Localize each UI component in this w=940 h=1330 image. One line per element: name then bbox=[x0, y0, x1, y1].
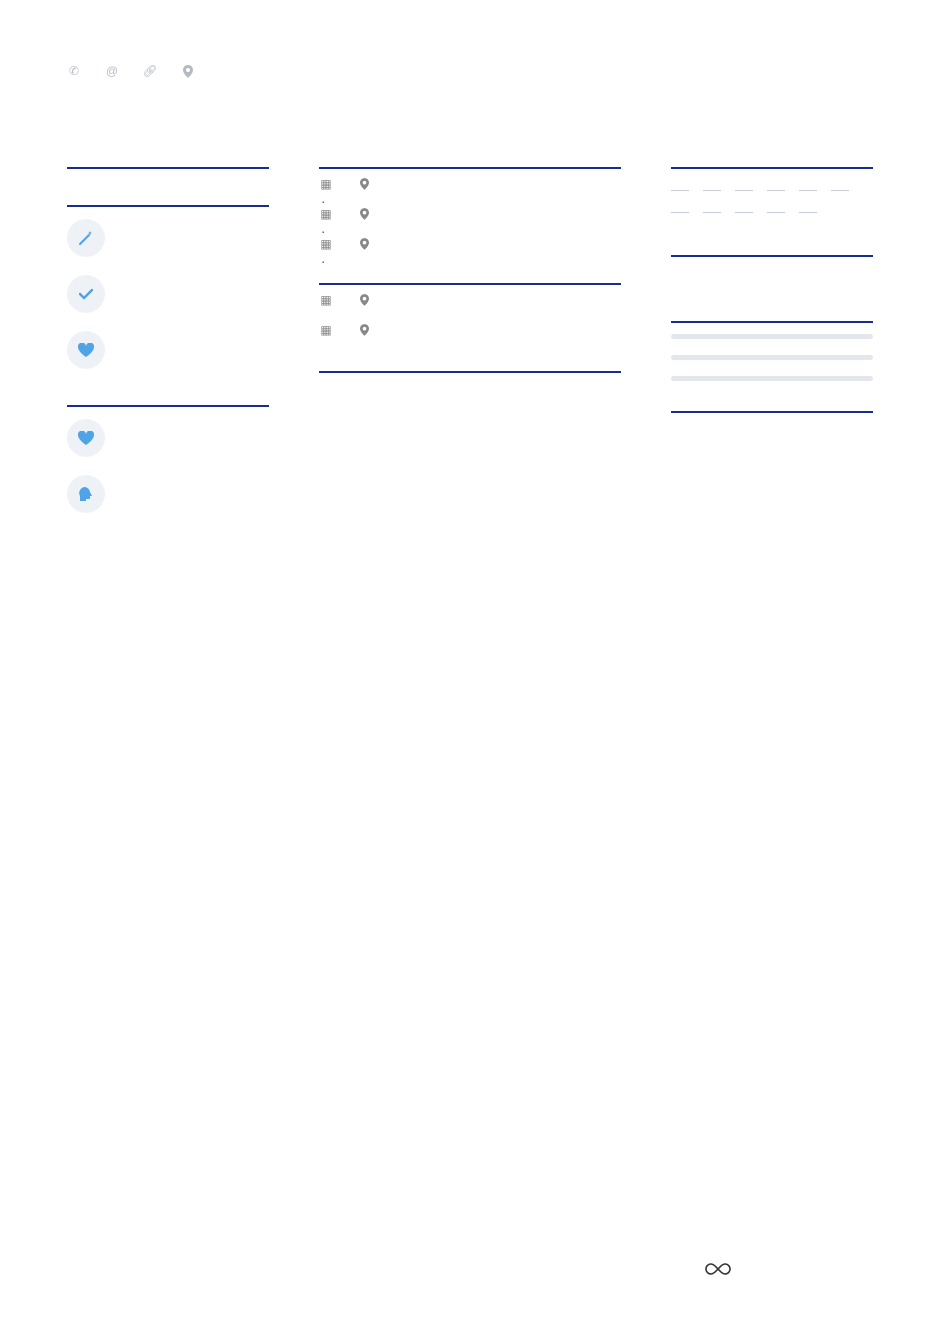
section-title-strengths bbox=[67, 203, 269, 207]
phone-icon: ✆ bbox=[68, 64, 80, 78]
section-title-experience bbox=[319, 165, 621, 169]
industry-level-bar bbox=[671, 376, 873, 381]
contact-bar bbox=[67, 64, 201, 78]
calendar-icon: ▦ bbox=[320, 207, 332, 221]
achievements-section bbox=[67, 403, 269, 513]
location-pin-icon bbox=[357, 178, 371, 190]
brain-icon bbox=[67, 475, 105, 513]
skill-tag bbox=[671, 203, 689, 213]
contact-phone[interactable] bbox=[67, 64, 87, 78]
link-icon: 🔗︎ bbox=[142, 64, 158, 78]
decorative-stripes-top bbox=[780, 0, 940, 150]
calendar-icon: ▦ bbox=[320, 237, 332, 251]
certifications-section bbox=[671, 409, 873, 413]
industry-experience-section bbox=[671, 319, 873, 381]
location-pin-icon bbox=[357, 294, 371, 306]
left-column bbox=[67, 165, 269, 513]
section-title-education bbox=[319, 281, 621, 285]
languages-section bbox=[671, 253, 873, 285]
skill-tag bbox=[703, 203, 721, 213]
strengths-section bbox=[67, 203, 269, 369]
skill-tag bbox=[735, 203, 753, 213]
calendar-icon: ▦ bbox=[320, 177, 332, 191]
brand-logo[interactable] bbox=[703, 1262, 739, 1280]
calendar-icon: ▦ bbox=[320, 323, 332, 337]
middle-column bbox=[319, 165, 621, 383]
skill-tag bbox=[767, 203, 785, 213]
footer-branding bbox=[685, 1262, 739, 1280]
strength-item bbox=[67, 275, 269, 313]
section-title-profile bbox=[67, 165, 269, 169]
section-title-languages bbox=[671, 253, 873, 257]
contact-email[interactable] bbox=[105, 64, 125, 78]
profile-section bbox=[67, 165, 269, 169]
industry-item bbox=[671, 334, 873, 339]
section-title-industry-experience bbox=[671, 319, 873, 323]
magic-wand-icon bbox=[67, 219, 105, 257]
skill-tag bbox=[799, 181, 817, 191]
section-title-achievements bbox=[67, 403, 269, 407]
industry-item bbox=[671, 376, 873, 381]
skill-tag bbox=[735, 181, 753, 191]
industry-level-bar bbox=[671, 334, 873, 339]
philosophy-section bbox=[319, 369, 621, 373]
industry-item bbox=[671, 355, 873, 360]
right-column bbox=[671, 165, 873, 429]
heart-icon bbox=[67, 331, 105, 369]
check-icon bbox=[67, 275, 105, 313]
language-item bbox=[671, 267, 873, 273]
skill-tag bbox=[799, 203, 817, 213]
skill-tag bbox=[671, 181, 689, 191]
strength-item bbox=[67, 219, 269, 257]
infinity-logo-icon bbox=[703, 1262, 733, 1280]
education-section bbox=[319, 281, 621, 337]
language-item bbox=[671, 283, 873, 285]
job-entry bbox=[319, 237, 621, 251]
skills-list bbox=[671, 181, 873, 213]
experience-section bbox=[319, 165, 621, 251]
skill-tag bbox=[767, 181, 785, 191]
location-pin-icon bbox=[181, 65, 195, 78]
job-entry bbox=[319, 207, 621, 221]
resume-header bbox=[67, 56, 201, 78]
section-title-certifications bbox=[671, 409, 873, 413]
calendar-icon: ▦ bbox=[320, 293, 332, 307]
heart-icon bbox=[67, 419, 105, 457]
achievement-item bbox=[67, 475, 269, 513]
skills-section bbox=[671, 165, 873, 213]
contact-website[interactable] bbox=[143, 64, 163, 78]
job-entry bbox=[319, 177, 621, 191]
strength-item bbox=[67, 331, 269, 369]
location-pin-icon bbox=[357, 208, 371, 220]
education-entry bbox=[319, 293, 621, 307]
location-pin-icon bbox=[357, 324, 371, 336]
achievement-item bbox=[67, 419, 269, 457]
section-title-skills bbox=[671, 165, 873, 169]
decorative-stripes-bottom bbox=[14, 1255, 114, 1330]
contact-location bbox=[181, 65, 201, 78]
location-pin-icon bbox=[357, 238, 371, 250]
section-title-philosophy bbox=[319, 369, 621, 373]
industry-level-bar bbox=[671, 355, 873, 360]
at-icon: @ bbox=[105, 64, 119, 78]
education-entry bbox=[319, 323, 621, 337]
skill-tag bbox=[703, 181, 721, 191]
skill-tag bbox=[831, 181, 849, 191]
